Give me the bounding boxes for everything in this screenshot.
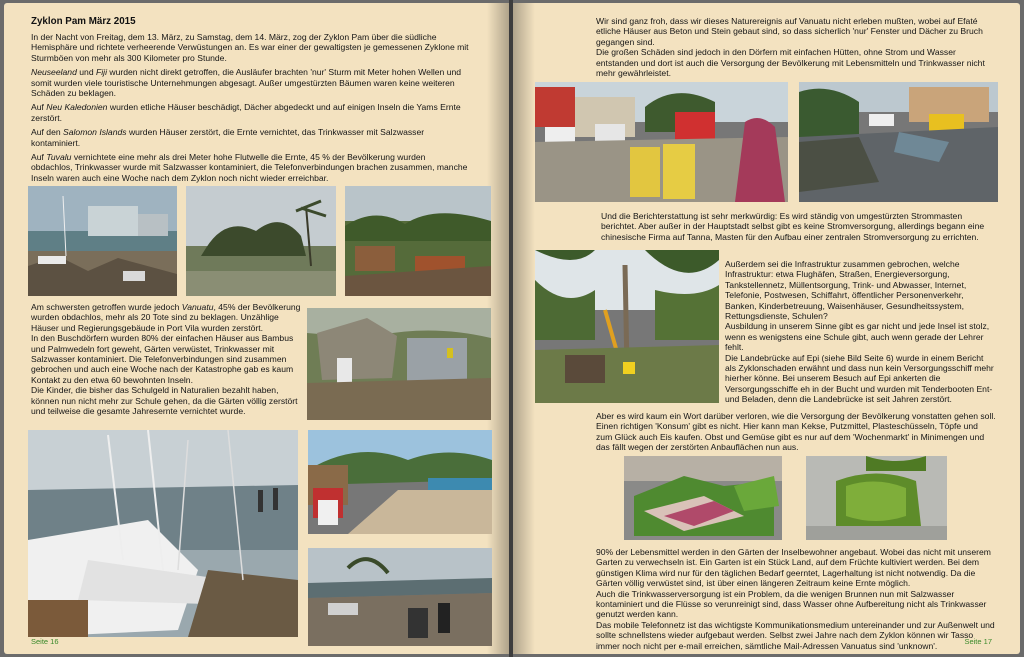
paragraph: Ausbildung in unserem Sinne gibt es gar nicht und jede Insel ist stolz, wenn es wenigstens eine Schule gibt, auch wenn gerade der Lehrer fehlt.: [725, 321, 990, 353]
page-title: Zyklon Pam März 2015: [31, 16, 136, 27]
paragraph: Die Landebrücke auf Epi (siehe Bild Seite 6) wurde in einem Bericht als Zyklonschaden erwähnt und dass nun kein Versorgungsschiff mehr hierher könne. Bei unserem Besuch auf Epi ankerten die Versorgungsschiffe eh in der Bucht und wurden mit Tenderbooten Ent- und Beladen, denn die Landebrücke ist seit Jahren zerstört.: [725, 352, 994, 405]
paragraph: Die Kinder, die bisher das Schulgeld in Naturalien bezahlt haben, können nun nicht mehr zur Schule gehen, da die Gärten völlig zerstört und teilweise die gesamte Jahresernte vernichtet wurde.: [31, 385, 298, 417]
paragraph: Am schwersten getroffen wurde jedoch Vanuatu, 45% der Bevölkerung wurden obdachlos, mehr als 20 Tote sind zu beklagen. Unzählige Häuser und Regierungsgebäude in Port Vila wurden zerstört.: [31, 302, 301, 333]
paragraph: Und die Berichterstattung ist sehr merkwürdig: Es wird ständig von umgestürzten Strommasten berichtet. Aber außer in der Hauptstadt selbst gibt es keine Stromversorgung, allerdings begann eine chinesische Firma auf Tanna, Masten für den Aufbau einer zentralen Stromversorgung zu errichten.: [601, 211, 985, 242]
paragraph: Auf Neu Kaledonien wurden etliche Häuser beschädigt, Dächer abgedeckt und auf einigen Inseln die Yams Ernte zerstört.: [31, 102, 461, 123]
photo-bananas: [806, 456, 947, 540]
paragraph: In der Nacht von Freitag, dem 13. März, zu Samstag, dem 14. März, zog der Zyklon Pam über die südliche Hemisphäre und richtete verheerende Verwüstungen an. Es war einer der gewaltigsten je gemessenen Zyklone mit Sturmböen von mehr als 300 Kilometer pro Stunde.: [31, 32, 469, 63]
paragraph: Wir sind ganz froh, dass wir dieses Naturereignis auf Vanuatu nicht erleben mußten, wobei auf Efaté etliche Häuser aus Beton und Stein gebaut sind, so dass sicherlich 'nur' Fenster und Dächer zu Bruch gegangen sind.: [596, 16, 983, 47]
paragraph: Auf Tuvalu vernichtete eine mehr als drei Meter hohe Flutwelle die Ernte, 45 % der Bevölkerung wurden obdachlos, Trinkwasser wurde mit Salzwasser kontaminiert, die Telefonverbindungen brachen zusammen, manche Inseln waren auch eine Woche nach dem Zyklon noch nicht wieder erreichbar.: [31, 152, 468, 183]
page-number: Seite 16: [31, 637, 59, 646]
photo-storm-trees: [186, 186, 336, 296]
right-page: [513, 3, 1020, 654]
photo-power-pole-workers: [535, 250, 719, 403]
photo-village-debris: [345, 186, 491, 296]
photo-street-market: [535, 82, 788, 202]
photo-damaged-houses: [307, 308, 491, 420]
photo-waterfront-street: [308, 430, 492, 534]
paragraph: Die großen Schäden sind jedoch in den Dörfern mit einfachen Hütten, ohne Strom und Wasser entstanden und dort ist auch die Versorgung der Bevölkerung mit Lebensmitteln und Trinkwasser nicht mehr gewährleistet.: [596, 47, 985, 79]
paragraph: In den Buschdörfern wurden 80% der einfachen Häuser aus Bambus und Palmwedeln fort geweht, Gärten verwüstet, Trinkwasser mit Salzwasser kontaminiert. Die Telefonverbindungen sind zusammen gebrochen und auch eine Woche nach der Katastrophe gab es kaum Kontakt zu den etwa 60 bewohnten Inseln.: [31, 333, 294, 385]
gutter-shadow: [513, 3, 535, 654]
paragraph: Außerdem sei die Infrastruktur zusammen gebrochen, welche Infrastruktur: etwa Flughäfen, Straßen, Energieversorgung, Tankstellennetz, Müllentsorgung, Trink- und Abwasser, Internet, Telefonie, Postwesen, Schiffahrt, öffentlicher Personenverkehr, Banken, Kinderbetreuung, Waisenhäuser, Gesundheitssystem, Rettungsdienste, Schulen?: [725, 259, 967, 322]
food-water-text: [596, 547, 998, 654]
photo-flooded-road: [799, 82, 998, 202]
reporting-text: [601, 211, 996, 246]
supply-text: [596, 411, 996, 457]
paragraph: Auf den Salomon Islands wurden Häuser zerstört, die Ernte vernichtet, das Trinkwasser mit Salzwasser kontaminiert.: [31, 127, 425, 148]
paragraph: Das mobile Telefonnetz ist das wichtigste Kommunikationsmedium untereinander und zur Außenwelt und sollte schnellstens wieder aufgebaut werden. Selbst zwei Jahre nach dem Zyklon können wir Tasso immer noch nicht per e-mail erreichen, sämtliche Mail-Adressen Vanuatus sind 'unknown'.: [596, 619, 995, 651]
photo-harbor-destroyed: [28, 186, 177, 296]
left-page: [4, 3, 509, 654]
photo-wrecked-boats: [28, 430, 298, 637]
page-number: Seite 17: [964, 637, 992, 646]
paragraph: 90% der Lebensmittel werden in den Gärten der Inselbewohner angebaut. Wobei das nicht mit unserem Garten zu verwechseln ist. Ein Garten ist ein Stück Land, auf dem Früchte kultiviert werden. Bei dem günstigen Klima wird nur für den täglichen Bedarf geerntet, Lagerhaltung ist nicht notwendig. Da die Gärten völlig verwüstet sind, ist über einen längeren Zeitraum keine Ernte möglich.: [596, 547, 991, 589]
intro-text: [31, 32, 469, 187]
vanuatu-text: [31, 302, 301, 420]
infrastructure-text: [725, 259, 995, 409]
photo-vegetables: [624, 456, 782, 540]
paragraph: Neuseeland und Fiji wurden nicht direkt getroffen, die Ausläufer brachten 'nur' Sturm mit Meter hohen Wellen und somit wurden viele touristische Unternehmungen abgesagt. Außer umgestürzten Bäumen waren keine weiteren Schäden zu beklagen.: [31, 67, 462, 99]
intro-text: [596, 16, 996, 82]
photo-flood-debris: [308, 548, 492, 646]
paragraph: Auch die Trinkwasserversorgung ist ein Problem, da die wenigen Brunnen nun mit Salzwasser kontaminiert und die Flüsse so verunreinigt sind, dass Wasser ohne Aufbereitung nicht als Trinkwasser genutzt werden kann.: [596, 588, 987, 620]
paragraph: Aber es wird kaum ein Wort darüber verloren, wie die Versorgung der Bevölkerung vonstatten gehen soll. Einen richtigen 'Konsum' gibt es nicht. Hier kann man Kekse, Putzmittel, Plasteschüsseln, Töpfe und zum Glück auch Eis kaufen. Obst und Gemüse gibt es nur auf dem 'Wochenmarkt' in Minimengen und das fällt wegen der zerstörten Anbauflächen nun aus.: [596, 411, 996, 453]
